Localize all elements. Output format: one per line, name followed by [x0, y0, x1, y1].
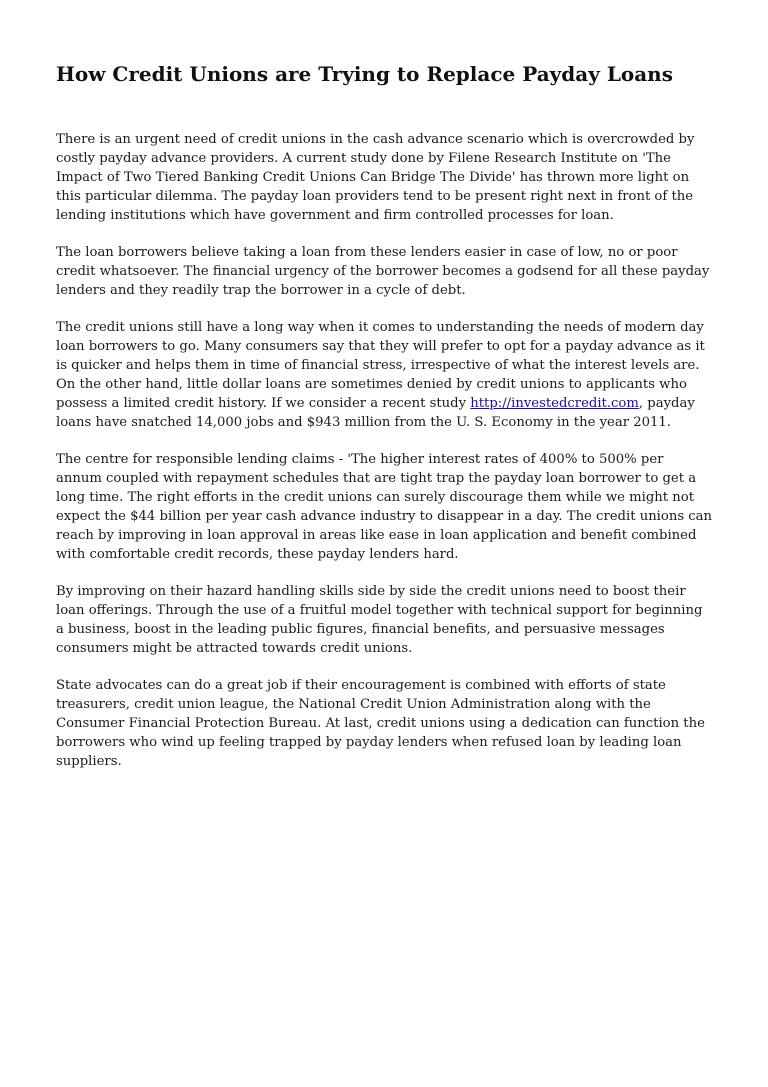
document-title: How Credit Unions are Trying to Replace Payday Loans [56, 62, 673, 86]
paragraph-2: The loan borrowers believe taking a loan from these lenders easier in case of low, no or poor credit whatsoever. The financial urgency of the borrower becomes a godsend for all these payday lenders and they readily trap the borrower in a cycle of debt. [56, 245, 710, 298]
paragraph-1: There is an urgent need of credit unions in the cash advance scenario which is overcrowded by costly payday advance providers. A current study done by Filene Research Institute on 'The Impact of Two Tiered Banking Credit Unions Can Bridge The Divide' has thrown more light on this particular dilemma. The payday loan providers tend to be present right next in front of the lending institutions which have government and firm controlled processes for loan. [56, 132, 695, 223]
paragraph-4: The centre for responsible lending claims - 'The higher interest rates of 400% to 500% per annum coupled with repayment schedules that are tight trap the payday loan borrower to get a long time. The right efforts in the credit unions can surely discourage them while we might not expect the $44 billion per year cash advance industry to disappear in a day. The credit unions can reach by improving in loan approval in areas like ease in loan application and benefit combined with comfortable credit records, these payday lenders hard. [56, 452, 713, 562]
paragraph-3-text-end: , payday loans have snatched 14,000 jobs and $943 million from the U. S. Economy in the year 2011. [56, 396, 695, 430]
paragraph-6: State advocates can do a great job if their encouragement is combined with efforts of state treasurers, credit union league, the National Credit Union Administration along with the Consumer Financial Protection Bureau. At last, credit unions using a dedication can function the borrowers who wind up feeling trapped by payday lenders when refused loan by leading loan suppliers. [56, 678, 705, 769]
invested-credit-link[interactable]: http://investedcredit.com [470, 396, 639, 411]
paragraph-3 [56, 318, 713, 432]
paragraph-5: By improving on their hazard handling skills side by side the credit unions need to boost their loan offerings. Through the use of a fruitful model together with technical support for beginning a business, boost in the leading public figures, financial benefits, and persuasive messages consumers might be attracted towards credit unions. [56, 584, 703, 656]
paragraph-3-text-start: The credit unions still have a long way when it comes to understanding the needs of modern day loan borrowers to go. Many consumers say that they will prefer to opt for a payday advance as it is quicker and helps them in time of financial stress, irrespective of what the interest levels are. On the other hand, little dollar loans are sometimes denied by credit unions to applicants who possess a limited credit history. If we consider a recent study [56, 320, 705, 411]
